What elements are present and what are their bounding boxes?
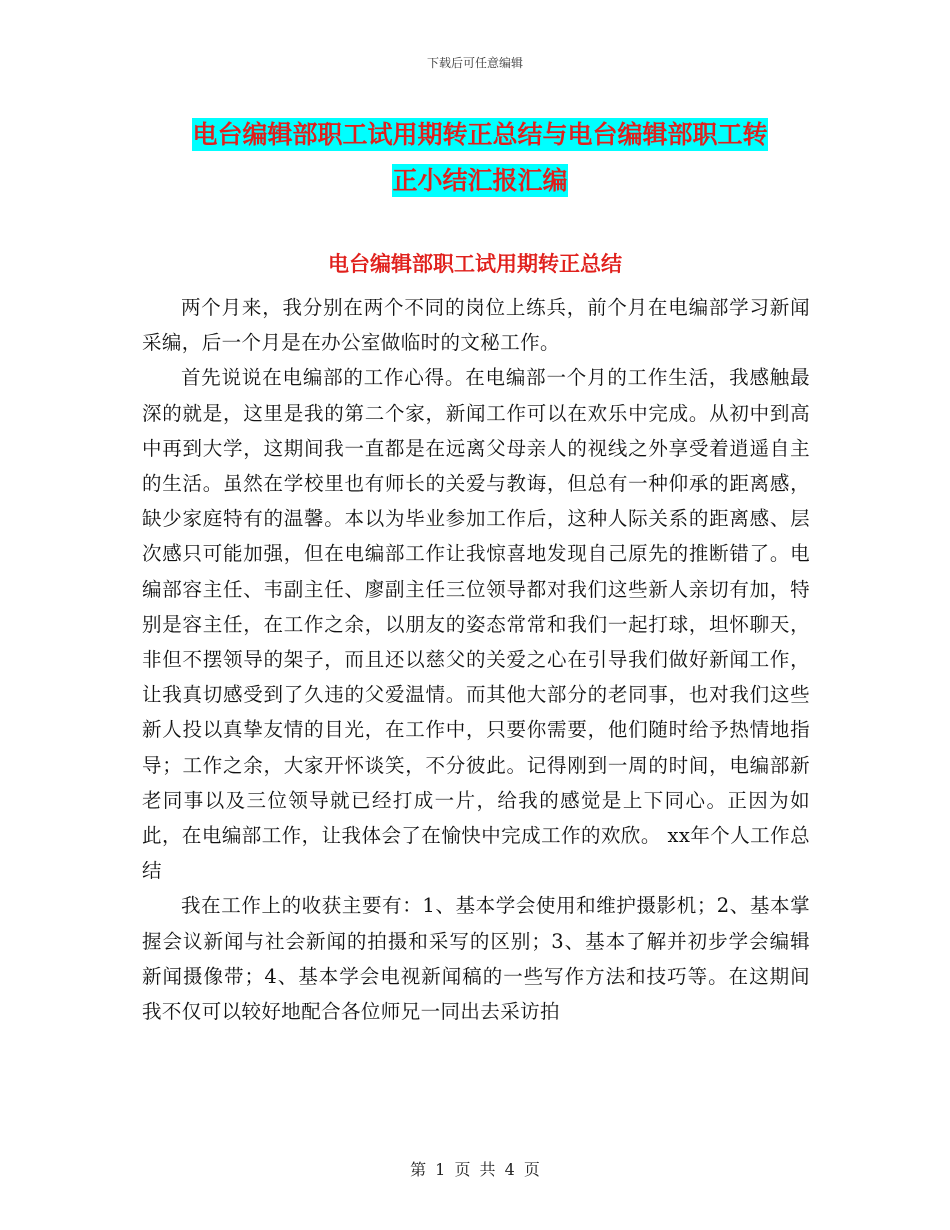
document-title-line-1: 电台编辑部职工试用期转正总结与电台编辑部职工转: [192, 120, 768, 149]
paragraph: 我在工作上的收获主要有：1、基本学会使用和维护摄影机；2、基本掌握会议新闻与社会新闻的拍摄和采写的区别；3、基本了解并初步学会编辑新闻摄像带；4、基本学会电视新闻稿的一些写作方法和技巧等。在这期间我不仅可以较好地配合各位师兄一同出去采访拍: [142, 894, 810, 1024]
header-note: 下载后可任意编辑: [426, 56, 523, 70]
section-title: 电台编辑部职工试用期转正总结: [328, 251, 622, 276]
paragraph: 首先说说在电编部的工作心得。在电编部一个月的工作生活，我感触最深的就是，这里是我的第二个家，新闻工作可以在欢乐中完成。从初中到高中再到大学，这期间我一直都是在远离父母亲人的视线之外享受着逍遥自主的生活。虽然在学校里也有师长的关爱与教诲，但总有一种仰承的距离感，缺少家庭特有的温馨。本以为毕业参加工作后，这种人际关系的距离感、层次感只可能加强，但在电编部工作让我惊喜地发现自己原先的推断错了。电编部容主任、韦副主任、廖副主任三位领导都对我们这些新人亲切有加，特别是容主任，在工作之余，以朋友的姿态常常和我们一起打球，坦怀聊天，非但不摆领导的架子，而且还以慈父的关爱之心在引导我们做好新闻工作，让我真切感受到了久违的父爱温情。而其他大部分的老同事，也对我们这些新人投以真挚友情的目光，在工作中，只要你需要，他们随时给予热情地指导；工作之余，大家开怀谈笑，不分彼此。记得刚到一周的时间，电编部新老同事以及三位领导就已经打成一片，给我的感觉是上下同心。正因为如此，在电编部工作，让我体会了在愉快中完成工作的欢欣。 xx年个人工作总结: [142, 366, 810, 883]
document-body: [142, 290, 810, 1029]
document-title: [140, 112, 820, 204]
page-number-footer: 第 1 页 共 4 页: [410, 1160, 540, 1179]
paragraph: 两个月来，我分别在两个不同的岗位上练兵，前个月在电编部学习新闻采编，后一个月是在办公室做临时的文秘工作。: [142, 296, 810, 355]
document-title-line-2: 正小结汇报汇编: [392, 166, 568, 195]
